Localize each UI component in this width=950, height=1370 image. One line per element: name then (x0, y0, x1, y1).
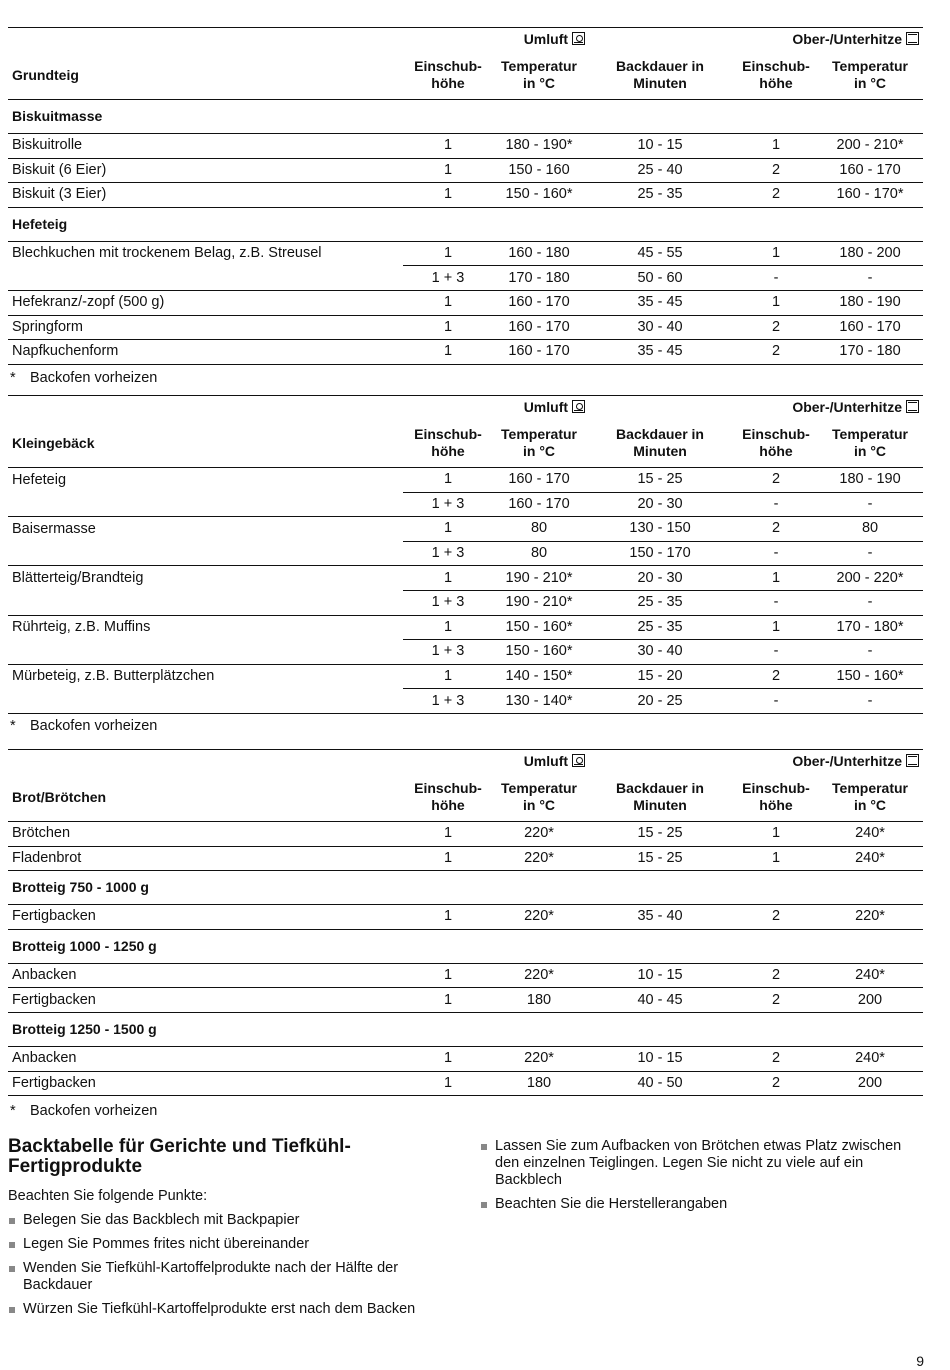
dish-name: Hefekranz/-zopf (500 g) (8, 290, 403, 315)
shelf-header (403, 52, 493, 100)
temperature-top-bottom: 160 - 170* (817, 183, 923, 208)
baking-time: 25 - 35 (585, 183, 735, 208)
temperature: 170 - 180 (493, 266, 585, 291)
shelf-level-top-bottom: 2 (735, 517, 817, 542)
shelf-level: 1 + 3 (403, 590, 493, 615)
shelf-level-top-bottom: 2 (735, 988, 817, 1013)
fan-icon (572, 400, 585, 413)
header-line: Temperatur (832, 780, 908, 797)
temperature-top-bottom: 220* (817, 905, 923, 930)
header-line: Einschub- (742, 426, 810, 443)
temperature-header (817, 420, 923, 468)
baking-time: 130 - 150 (585, 517, 735, 542)
shelf-level: 1 (403, 988, 493, 1013)
umluft-header (403, 750, 585, 774)
bullet-square-icon (9, 1266, 15, 1272)
footnote-star: * (10, 718, 16, 734)
temperature: 80 (493, 541, 585, 566)
dish-name (8, 640, 403, 665)
temperature-top-bottom: 170 - 180* (817, 615, 923, 640)
shelf-level: 1 (403, 340, 493, 365)
table-row (8, 822, 923, 847)
header-line: Minuten (633, 75, 687, 92)
ober-unter-label: Ober-/Unterhitze (792, 753, 903, 770)
group-heading: Brotteig 750 - 1000 g (8, 871, 923, 905)
temperature: 160 - 170 (493, 340, 585, 365)
bullet-square-icon (9, 1218, 15, 1224)
temperature-top-bottom: 200 - 210* (817, 134, 923, 159)
temperature: 180 - 190* (493, 134, 585, 159)
header-line: Temperatur (501, 780, 577, 797)
shelf-level-top-bottom: - (735, 590, 817, 615)
blank-cell (585, 750, 735, 774)
table-row (8, 134, 923, 159)
temperature: 160 - 170 (493, 290, 585, 315)
temperature-top-bottom: - (817, 590, 923, 615)
ober-unter-label: Ober-/Unterhitze (792, 31, 903, 48)
baking-time: 25 - 35 (585, 590, 735, 615)
shelf-level-top-bottom: - (735, 266, 817, 291)
dish-name (8, 266, 403, 291)
dish-name (8, 590, 403, 615)
section-heading: Backtabelle für Gerichte und Tiefkühl-Fertigprodukte (8, 1136, 351, 1177)
baking-time: 10 - 15 (585, 963, 735, 988)
temperature-top-bottom: 240* (817, 963, 923, 988)
shelf-level-top-bottom: 2 (735, 183, 817, 208)
list-item-text: Lassen Sie zum Aufbacken von Brötchen etwas Platz zwischen den einzelnen Teiglingen. Legen Sie nicht zu viele auf ein Backblech (495, 1138, 902, 1188)
header-line: Backdauer in (616, 780, 704, 797)
shelf-level: 1 + 3 (403, 541, 493, 566)
temperature-header (493, 420, 585, 468)
temperature: 160 - 170 (493, 468, 585, 493)
blank-cell (8, 396, 403, 420)
shelf-level-top-bottom: - (735, 689, 817, 714)
footnote-text: Backofen vorheizen (30, 1103, 158, 1119)
time-header (585, 774, 735, 822)
shelf-level-top-bottom: 2 (735, 1046, 817, 1071)
shelf-level: 1 (403, 517, 493, 542)
group-heading-row (8, 100, 923, 134)
temperature-top-bottom: - (817, 541, 923, 566)
temperature-header (493, 774, 585, 822)
header-line: höhe (759, 75, 793, 92)
bullet-square-icon (9, 1307, 15, 1313)
baking-time: 15 - 25 (585, 846, 735, 871)
header-line: Temperatur (501, 58, 577, 75)
shelf-level: 1 (403, 1071, 493, 1096)
dish-name: Blätterteig/Brandteig (12, 569, 144, 586)
group-heading-row (8, 929, 923, 963)
shelf-level: 1 (403, 468, 493, 493)
heat-mode-row (8, 750, 923, 774)
shelf-level: 1 (403, 566, 493, 591)
dish-name: Biskuit (6 Eier) (8, 158, 403, 183)
header-line: höhe (431, 443, 465, 460)
header-line: in °C (522, 75, 556, 92)
header-line: in °C (853, 75, 887, 92)
header-line: höhe (431, 75, 465, 92)
dish-name (8, 492, 403, 517)
temperature-top-bottom: 200 (817, 1071, 923, 1096)
shelf-level: 1 (403, 290, 493, 315)
temperature-top-bottom: 170 - 180 (817, 340, 923, 365)
shelf-level: 1 (403, 963, 493, 988)
top-bottom-heat-icon (906, 754, 919, 767)
temperature: 180 (493, 988, 585, 1013)
shelf-level-top-bottom: 1 (735, 290, 817, 315)
temperature-top-bottom: 200 (817, 988, 923, 1013)
table-row (8, 266, 923, 291)
temperature-header (817, 52, 923, 100)
temperature: 130 - 140* (493, 689, 585, 714)
dish-name: Biskuitrolle (8, 134, 403, 159)
temperature-header (493, 52, 585, 100)
blank-cell (8, 28, 403, 52)
shelf-header (403, 420, 493, 468)
blank-cell (8, 750, 403, 774)
temperature-top-bottom: 240* (817, 1046, 923, 1071)
dish-name: Anbacken (8, 963, 403, 988)
baking-table-kleingebaeck (8, 395, 923, 714)
baking-time: 25 - 40 (585, 158, 735, 183)
list-item (8, 1260, 458, 1294)
page-number: 9 (916, 1353, 924, 1369)
baking-time: 25 - 35 (585, 615, 735, 640)
table-row (8, 340, 923, 365)
table-row (8, 963, 923, 988)
list-item (8, 1236, 458, 1253)
temperature: 150 - 160 (493, 158, 585, 183)
shelf-level-top-bottom: 1 (735, 822, 817, 847)
table-row (8, 541, 923, 566)
list-item (480, 1138, 925, 1189)
baking-time: 40 - 45 (585, 988, 735, 1013)
temperature: 190 - 210* (493, 566, 585, 591)
baking-time: 15 - 25 (585, 822, 735, 847)
preheat-footnote (10, 370, 157, 386)
header-line: in °C (522, 443, 556, 460)
temperature-top-bottom: 240* (817, 846, 923, 871)
shelf-level-top-bottom: 1 (735, 566, 817, 591)
temperature: 150 - 160* (493, 615, 585, 640)
top-bottom-heat-icon (906, 400, 919, 413)
table-row (8, 315, 923, 340)
baking-time: 15 - 20 (585, 664, 735, 689)
shelf-level-top-bottom: 2 (735, 664, 817, 689)
bullet-square-icon (481, 1202, 487, 1208)
dish-name: Fertigbacken (8, 988, 403, 1013)
baking-time: 40 - 50 (585, 1071, 735, 1096)
dish-name: Napfkuchenform (8, 340, 403, 365)
umluft-label: Umluft (523, 31, 569, 48)
shelf-level: 1 (403, 664, 493, 689)
heat-mode-row (8, 396, 923, 420)
dish-name: Anbacken (8, 1046, 403, 1071)
umluft-label: Umluft (523, 753, 569, 770)
table-row (8, 689, 923, 714)
temperature: 190 - 210* (493, 590, 585, 615)
ober-unter-label: Ober-/Unterhitze (792, 399, 903, 416)
shelf-level-top-bottom: 2 (735, 963, 817, 988)
table-row (8, 241, 923, 266)
shelf-level: 1 (403, 615, 493, 640)
dish-name: Biskuit (3 Eier) (8, 183, 403, 208)
shelf-level-top-bottom: 2 (735, 315, 817, 340)
shelf-level: 1 (403, 158, 493, 183)
list-item (8, 1212, 458, 1229)
list-item-text: Wenden Sie Tiefkühl-Kartoffelprodukte nach der Hälfte der Backdauer (23, 1260, 399, 1293)
temperature: 220* (493, 905, 585, 930)
dish-name: Springform (8, 315, 403, 340)
shelf-level-top-bottom: 1 (735, 134, 817, 159)
column-header-row (8, 774, 923, 822)
shelf-level: 1 (403, 183, 493, 208)
blank-cell (585, 28, 735, 52)
dish-name (8, 541, 403, 566)
group-heading: Brotteig 1000 - 1250 g (8, 929, 923, 963)
baking-time: 50 - 60 (585, 266, 735, 291)
shelf-header (735, 774, 817, 822)
shelf-level-top-bottom: 1 (735, 615, 817, 640)
header-line: Minuten (633, 443, 687, 460)
temperature-top-bottom: 180 - 190 (817, 290, 923, 315)
dish-name: Hefeteig (12, 471, 67, 488)
baking-time: 20 - 30 (585, 492, 735, 517)
shelf-level: 1 (403, 134, 493, 159)
shelf-level: 1 + 3 (403, 640, 493, 665)
shelf-level: 1 + 3 (403, 266, 493, 291)
footnote-star: * (10, 1103, 16, 1119)
shelf-level-top-bottom: - (735, 640, 817, 665)
table-row (8, 988, 923, 1013)
umluft-header (403, 28, 585, 52)
header-line: Einschub- (742, 58, 810, 75)
table-row (8, 905, 923, 930)
shelf-level: 1 (403, 846, 493, 871)
temperature-top-bottom: 150 - 160* (817, 664, 923, 689)
shelf-level-top-bottom: 2 (735, 905, 817, 930)
table-row (8, 590, 923, 615)
temperature-top-bottom: - (817, 640, 923, 665)
header-line: höhe (759, 797, 793, 814)
preheat-footnote (10, 1103, 157, 1119)
time-header (585, 52, 735, 100)
shelf-level: 1 (403, 315, 493, 340)
tips-list-right (480, 1138, 925, 1220)
temperature-top-bottom: - (817, 689, 923, 714)
list-item-text: Beachten Sie die Herstellerangaben (495, 1196, 728, 1212)
group-heading-row (8, 871, 923, 905)
shelf-level: 1 (403, 241, 493, 266)
header-line: Backdauer in (616, 426, 704, 443)
dish-name: Rührteig, z.B. Muffins (12, 619, 151, 636)
shelf-level: 1 (403, 822, 493, 847)
temperature: 140 - 150* (493, 664, 585, 689)
header-line: in °C (853, 797, 887, 814)
column-header-row (8, 420, 923, 468)
table-row (8, 290, 923, 315)
header-line: Temperatur (832, 426, 908, 443)
header-line: Einschub- (414, 58, 482, 75)
baking-time: 35 - 45 (585, 290, 735, 315)
temperature: 160 - 180 (493, 241, 585, 266)
temperature-top-bottom: 80 (817, 517, 923, 542)
baking-time: 45 - 55 (585, 241, 735, 266)
temperature: 180 (493, 1071, 585, 1096)
table-row (8, 517, 923, 542)
blank-cell (585, 396, 735, 420)
baking-time: 10 - 15 (585, 134, 735, 159)
shelf-level-top-bottom: - (735, 492, 817, 517)
temperature: 160 - 170 (493, 315, 585, 340)
shelf-level: 1 + 3 (403, 492, 493, 517)
group-heading: Hefeteig (8, 207, 923, 241)
temperature-top-bottom: 180 - 200 (817, 241, 923, 266)
shelf-header (735, 420, 817, 468)
header-line: Einschub- (414, 426, 482, 443)
baking-time: 35 - 45 (585, 340, 735, 365)
table-row (8, 468, 923, 493)
section-intro: Beachten Sie folgende Punkte: (8, 1188, 208, 1204)
dish-name: Fladenbrot (8, 846, 403, 871)
bullet-square-icon (481, 1144, 487, 1150)
baking-table-grundteig (8, 27, 923, 365)
group-heading: Biskuitmasse (8, 100, 923, 134)
temperature: 220* (493, 1046, 585, 1071)
temperature: 220* (493, 963, 585, 988)
header-line: Backdauer in (616, 58, 704, 75)
tips-list-left (8, 1212, 458, 1325)
dish-name: Mürbeteig, z.B. Butterplätzchen (12, 668, 215, 685)
top-bottom-heat-icon (906, 32, 919, 45)
column-header-row (8, 52, 923, 100)
dish-name: Fertigbacken (8, 905, 403, 930)
table-row (8, 1046, 923, 1071)
list-item (480, 1196, 925, 1213)
temperature-top-bottom: - (817, 492, 923, 517)
baking-table-brot (8, 749, 923, 1096)
shelf-level: 1 (403, 905, 493, 930)
shelf-header (735, 52, 817, 100)
temperature: 220* (493, 846, 585, 871)
umluft-label: Umluft (523, 399, 569, 416)
temperature: 150 - 160* (493, 640, 585, 665)
table-title: Brot/Brötchen (8, 774, 403, 822)
fan-icon (572, 754, 585, 767)
temperature-top-bottom: - (817, 266, 923, 291)
shelf-level-top-bottom: 2 (735, 158, 817, 183)
ober-unter-header (735, 28, 923, 52)
dish-name: Fertigbacken (8, 1071, 403, 1096)
dish-name: Brötchen (8, 822, 403, 847)
header-line: höhe (431, 797, 465, 814)
baking-time: 15 - 25 (585, 468, 735, 493)
ober-unter-header (735, 750, 923, 774)
shelf-level-top-bottom: 1 (735, 846, 817, 871)
list-item (8, 1301, 458, 1318)
temperature: 220* (493, 822, 585, 847)
header-line: Temperatur (501, 426, 577, 443)
dish-name: Blechkuchen mit trockenem Belag, z.B. Streusel (12, 245, 322, 262)
table-row (8, 566, 923, 591)
shelf-level-top-bottom: 2 (735, 340, 817, 365)
list-item-text: Legen Sie Pommes frites nicht übereinander (23, 1236, 310, 1252)
table-row (8, 183, 923, 208)
ober-unter-header (735, 396, 923, 420)
group-heading: Brotteig 1250 - 1500 g (8, 1012, 923, 1046)
temperature-header (817, 774, 923, 822)
header-line: Minuten (633, 797, 687, 814)
temperature: 150 - 160* (493, 183, 585, 208)
table-row (8, 492, 923, 517)
table-title: Grundteig (8, 52, 403, 100)
baking-time: 20 - 30 (585, 566, 735, 591)
header-line: Einschub- (742, 780, 810, 797)
umluft-header (403, 396, 585, 420)
table-row (8, 158, 923, 183)
temperature-top-bottom: 160 - 170 (817, 315, 923, 340)
shelf-level-top-bottom: 1 (735, 241, 817, 266)
baking-time: 20 - 25 (585, 689, 735, 714)
table-title: Kleingebäck (8, 420, 403, 468)
fan-icon (572, 32, 585, 45)
dish-name: Baisermasse (12, 520, 96, 537)
shelf-level-top-bottom: - (735, 541, 817, 566)
baking-time: 150 - 170 (585, 541, 735, 566)
preheat-footnote (10, 718, 157, 734)
table-row (8, 846, 923, 871)
table-row (8, 1071, 923, 1096)
header-line: in °C (522, 797, 556, 814)
header-line: Einschub- (414, 780, 482, 797)
table-row (8, 664, 923, 689)
footnote-text: Backofen vorheizen (30, 370, 158, 386)
baking-time: 30 - 40 (585, 640, 735, 665)
table-row (8, 640, 923, 665)
time-header (585, 420, 735, 468)
header-line: höhe (759, 443, 793, 460)
temperature-top-bottom: 180 - 190 (817, 468, 923, 493)
temperature: 80 (493, 517, 585, 542)
header-line: in °C (853, 443, 887, 460)
shelf-level-top-bottom: 2 (735, 1071, 817, 1096)
list-item-text: Würzen Sie Tiefkühl-Kartoffelprodukte erst nach dem Backen (23, 1301, 416, 1317)
shelf-level-top-bottom: 2 (735, 468, 817, 493)
temperature-top-bottom: 240* (817, 822, 923, 847)
baking-time: 10 - 15 (585, 1046, 735, 1071)
temperature-top-bottom: 200 - 220* (817, 566, 923, 591)
shelf-level: 1 + 3 (403, 689, 493, 714)
bullet-square-icon (9, 1242, 15, 1248)
shelf-header (403, 774, 493, 822)
group-heading-row (8, 1012, 923, 1046)
shelf-level: 1 (403, 1046, 493, 1071)
temperature-top-bottom: 160 - 170 (817, 158, 923, 183)
heat-mode-row (8, 28, 923, 52)
header-line: Temperatur (832, 58, 908, 75)
footnote-star: * (10, 370, 16, 386)
baking-time: 35 - 40 (585, 905, 735, 930)
group-heading-row (8, 207, 923, 241)
footnote-text: Backofen vorheizen (30, 718, 158, 734)
temperature: 160 - 170 (493, 492, 585, 517)
dish-name (8, 689, 403, 714)
table-row (8, 615, 923, 640)
baking-time: 30 - 40 (585, 315, 735, 340)
list-item-text: Belegen Sie das Backblech mit Backpapier (23, 1212, 300, 1228)
